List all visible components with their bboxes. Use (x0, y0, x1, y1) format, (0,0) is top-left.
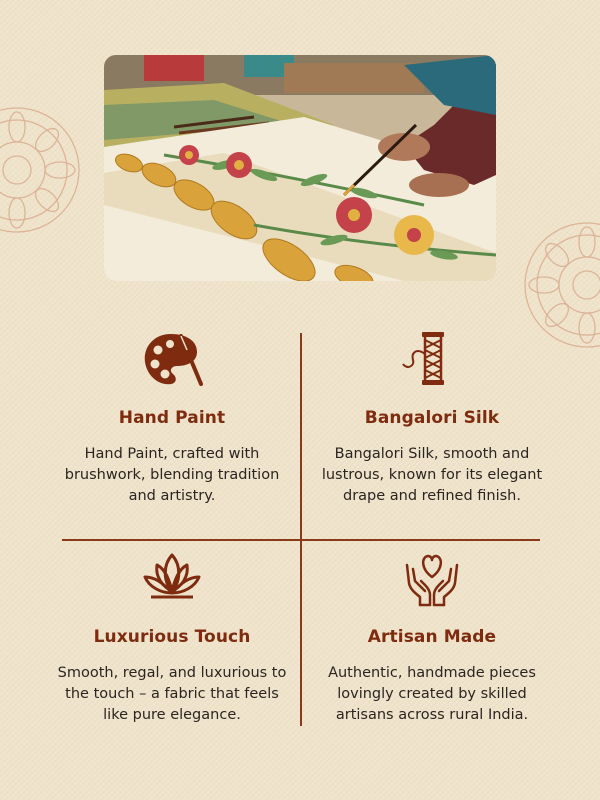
mandala-decoration-left (0, 85, 82, 255)
feature-title: Hand Paint (118, 408, 226, 428)
feature-bangalori-silk (314, 328, 550, 507)
feature-hand-paint (54, 328, 290, 507)
feature-description: Smooth, regal, and luxurious to the touch – a fabric that feels like pure elegance. (57, 665, 287, 723)
horizontal-divider (62, 539, 540, 541)
palette-brush-icon (54, 328, 290, 390)
feature-title: Artisan Made (367, 627, 497, 647)
feature-description: Authentic, handmade pieces lovingly created by skilled artisans across rural India. (328, 665, 536, 723)
lotus-icon (54, 547, 290, 609)
feature-artisan-made (314, 547, 550, 726)
feature-description: Hand Paint, crafted with brushwork, blending tradition and artistry. (64, 446, 280, 504)
hero-photo (104, 55, 496, 281)
thread-spool-icon (314, 328, 550, 390)
vertical-divider (300, 333, 302, 726)
feature-title: Bangalori Silk (364, 408, 500, 428)
feature-luxurious-touch (54, 547, 290, 726)
feature-title: Luxurious Touch (93, 627, 251, 647)
feature-description: Bangalori Silk, smooth and lustrous, known for its elegant drape and refined finish. (321, 446, 543, 504)
heart-hands-icon (314, 547, 550, 609)
